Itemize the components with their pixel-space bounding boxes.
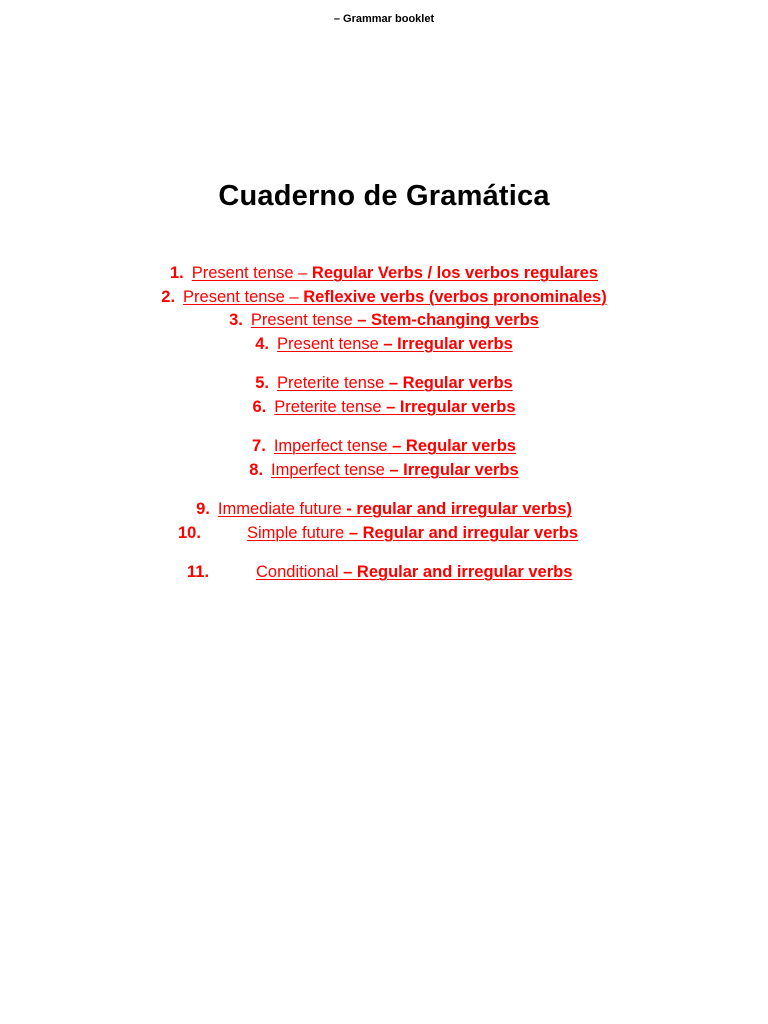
toc-link-preterite-regular[interactable]: Preterite tense – Regular verbs — [277, 374, 513, 392]
toc-item-5 — [0, 372, 768, 396]
toc-link-present-reflexive[interactable]: Present tense – Reflexive verbs (verbos pronominales) — [183, 287, 607, 306]
toc-item-number: 4. — [255, 334, 270, 353]
toc-item-2 — [0, 286, 768, 310]
toc-item-7 — [0, 435, 768, 459]
header-note: – Grammar booklet — [333, 13, 435, 25]
toc-link-present-regular[interactable]: Present tense – Regular Verbs / los verbos regulares — [191, 264, 599, 282]
toc-item-9 — [0, 498, 768, 522]
toc-item-number: 9. — [196, 500, 210, 518]
toc-link-simple-future[interactable]: Simple future – Regular and irregular verbs — [247, 523, 579, 542]
toc-group-present — [0, 262, 768, 356]
table-of-contents — [0, 262, 768, 601]
toc-link-present-irregular[interactable]: Present tense – Irregular verbs — [277, 334, 513, 353]
toc-item-number: 5. — [255, 374, 270, 392]
toc-item-3 — [0, 309, 768, 333]
toc-item-number: 7. — [252, 437, 266, 455]
toc-item-6 — [0, 396, 768, 420]
toc-item-number: 6. — [252, 397, 267, 416]
toc-link-immediate-future[interactable]: Immediate future - regular and irregular verbs) — [217, 500, 572, 518]
toc-group-conditional — [0, 561, 768, 585]
toc-item-10 — [0, 522, 768, 546]
toc-item-number: 3. — [229, 311, 243, 329]
page-title: Cuaderno de Gramática — [218, 180, 550, 212]
toc-group-future — [0, 498, 768, 545]
toc-link-conditional[interactable]: Conditional – Regular and irregular verbs — [256, 563, 573, 581]
toc-item-number: 2. — [161, 287, 176, 306]
toc-link-imperfect-irregular[interactable]: Imperfect tense – Irregular verbs — [271, 460, 519, 479]
toc-item-number: 11. — [187, 563, 210, 581]
toc-group-imperfect — [0, 435, 768, 482]
toc-link-imperfect-regular[interactable]: Imperfect tense – Regular verbs — [273, 437, 516, 455]
toc-link-preterite-irregular[interactable]: Preterite tense – Irregular verbs — [274, 397, 516, 416]
toc-link-present-stem-changing[interactable]: Present tense – Stem-changing verbs — [250, 311, 539, 329]
toc-item-1 — [0, 262, 768, 286]
toc-item-4 — [0, 333, 768, 357]
toc-item-number: 10. — [178, 523, 201, 542]
toc-item-number: 1. — [169, 264, 184, 282]
toc-item-11 — [0, 561, 768, 585]
toc-item-8 — [0, 459, 768, 483]
toc-group-preterite — [0, 372, 768, 419]
toc-item-number: 8. — [249, 460, 264, 479]
